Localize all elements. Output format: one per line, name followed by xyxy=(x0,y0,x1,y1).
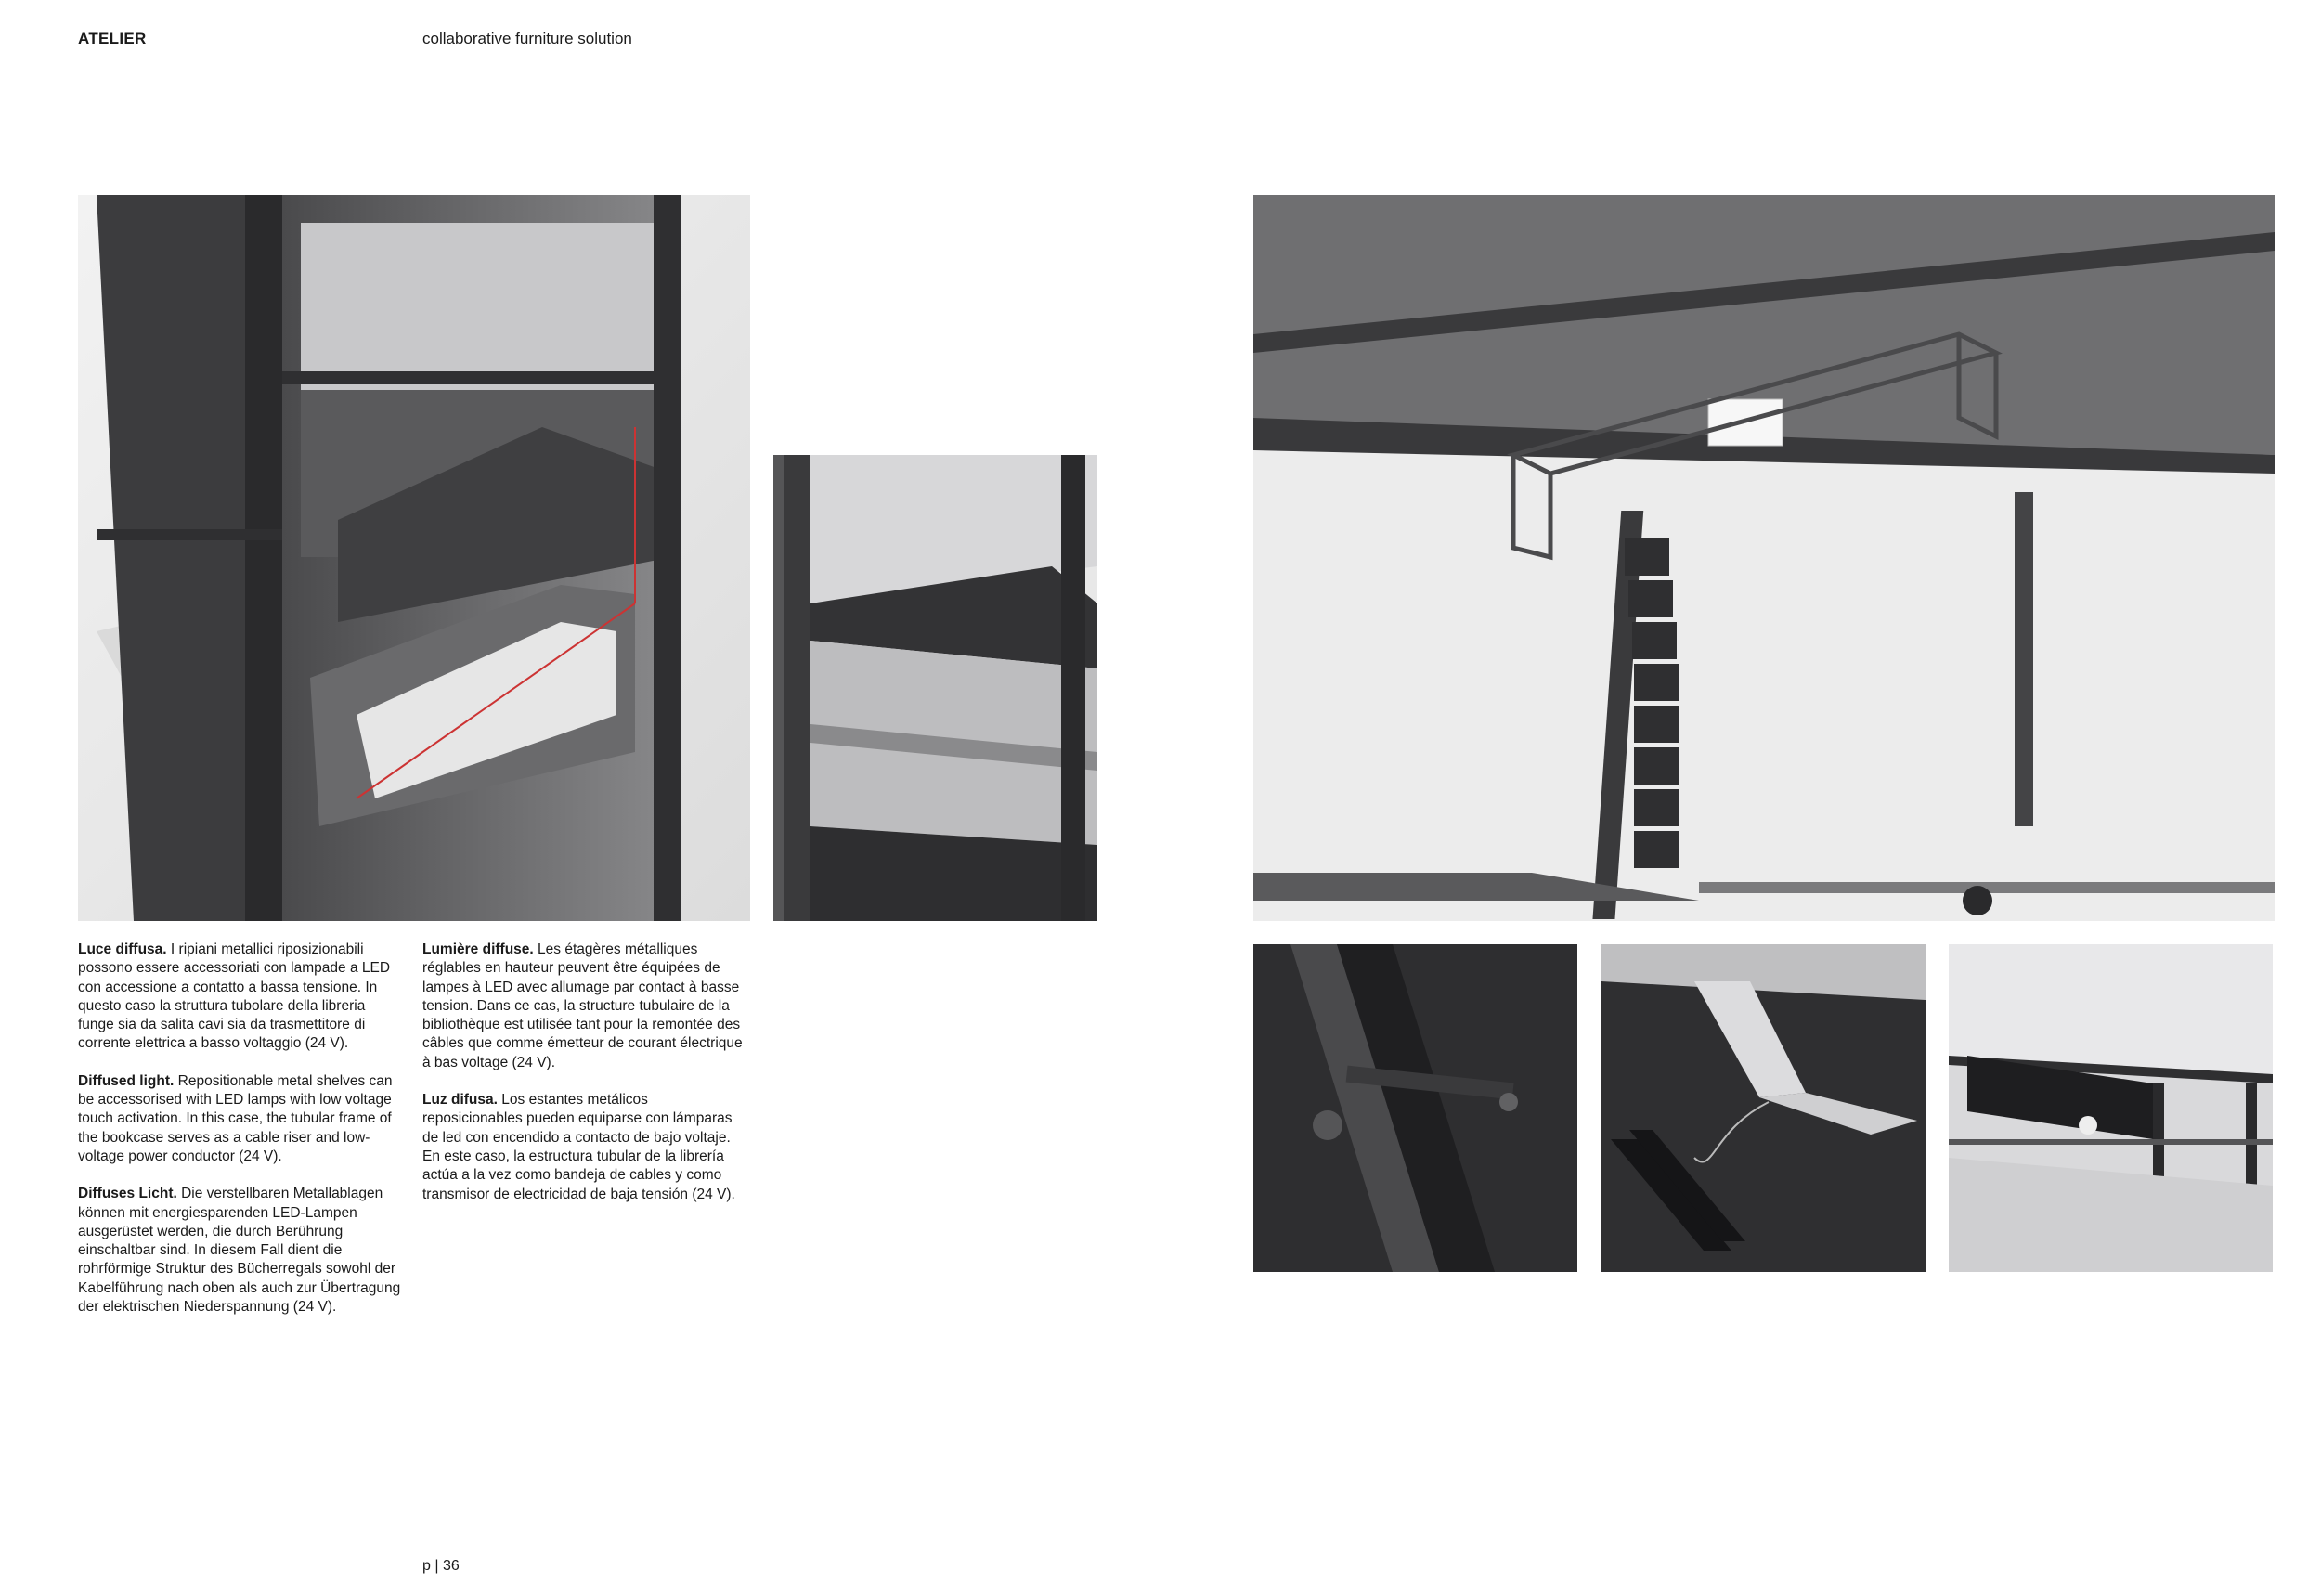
heading-it: Luce diffusa. xyxy=(78,941,167,957)
text-block-en xyxy=(78,1072,403,1166)
laptop-desk-photo xyxy=(1601,944,1926,1272)
heading-en: Diffused light. xyxy=(78,1072,175,1089)
bookcase-led-photo xyxy=(78,195,750,921)
text-column-left xyxy=(78,941,403,1335)
body-es: Los estantes metálicos reposicionables pueden equiparse con lámparas de led con encendido a contacto de bajo voltaje. En este caso, la estructura tubular de la librería actúa a la vez como bandeja de cables y como transmisor de electricidad de baja tensión (24 V). xyxy=(422,1092,735,1202)
leg-detail-photo xyxy=(1253,944,1577,1272)
page-subtitle[interactable]: collaborative furniture solution xyxy=(422,30,632,47)
text-block-fr xyxy=(422,941,747,1072)
brand-name: ATELIER xyxy=(78,30,147,47)
heading-es: Luz difusa. xyxy=(422,1092,498,1109)
heading-de: Diffuses Licht. xyxy=(78,1186,177,1202)
body-fr: Les étagères métalliques réglables en hauteur peuvent être équipées de lampes à LED avec allumage par contact à basse tension. Dans ce cas, la structure tubulaire de la bibliothèque est utilisée tant pour la remontée des câbles que comme émetteur de courant électrique à bas voltage (24 V). xyxy=(422,941,743,1070)
page-number: p | 36 xyxy=(422,1558,460,1574)
desk-cable-tray-photo xyxy=(1253,195,2275,921)
heading-fr: Lumière diffuse. xyxy=(422,941,534,957)
text-block-de xyxy=(78,1185,403,1317)
drawer-detail-photo xyxy=(1949,944,2273,1272)
body-it: I ripiani metallici riposizionabili possono essere accessoriati con lampade a LED con accessione a contatto a bassa tensione. In questo caso la struttura tubolare della libreria funge sia da salita cavi sia da trasmettitore di corrente elettrica a basso voltaggio (24 V). xyxy=(78,941,391,1052)
text-block-es xyxy=(422,1091,747,1204)
text-column-right xyxy=(422,941,747,1223)
body-en: Repositionable metal shelves can be accessorised with LED lamps with low voltage touch activation. In this case, the tubular frame of the bookcase serves as a cable riser and low-voltage power conductor (24 V). xyxy=(78,1072,393,1164)
shelf-detail-photo xyxy=(773,455,1097,921)
text-block-it xyxy=(78,941,403,1054)
body-de: Die verstellbaren Metallablagen können mit energiesparenden LED-Lampen ausgerüstet werden, die durch Berührung einschaltbar sind. In diesem Fall dient die rohrförmige Struktur des Bücherregals sowohl der Kabelführung nach oben als auch zur Übertragung der elektrischen Niederspannung (24 V). xyxy=(78,1186,401,1316)
